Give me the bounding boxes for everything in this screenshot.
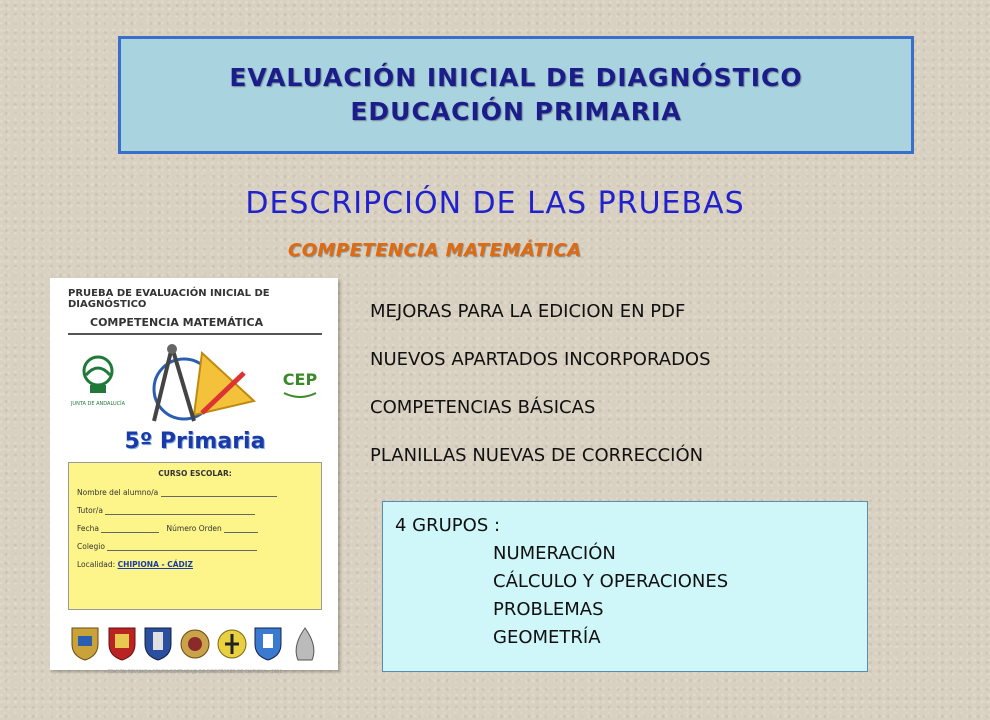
compass-triangle-icon	[132, 343, 262, 427]
form-school-row	[77, 542, 313, 551]
cover-footer-note: EDICIÓN REVISADA GRUPO DE TRABAJO DE DIRECTORES DE CHIPIONA - 2010	[107, 670, 283, 675]
group-item: PROBLEMAS	[493, 599, 604, 620]
form-line	[101, 524, 159, 533]
shield-icon	[180, 626, 210, 662]
form-student-label: Nombre del alumno/a	[77, 488, 159, 497]
form-school-year-label: CURSO ESCOLAR:	[158, 469, 232, 478]
junta-logo-text: JUNTA DE ANDALUCÍA	[70, 401, 126, 407]
cep-logo-icon	[278, 363, 322, 403]
shield-icon	[107, 626, 137, 662]
shield-icon	[143, 626, 173, 662]
page-heading: DESCRIPCIÓN DE LAS PRUEBAS	[245, 186, 745, 221]
group-item: NUMERACIÓN	[493, 543, 616, 564]
cover-title: PRUEBA DE EVALUACIÓN INICIAL DE DIAGNÓSTICO	[68, 288, 270, 310]
junta-andalucia-logo-icon	[68, 349, 128, 419]
cover-subtitle: COMPETENCIA MATEMÁTICA	[90, 316, 264, 329]
group-item: CÁLCULO Y OPERACIONES	[493, 571, 729, 592]
list-item: NUEVOS APARTADOS INCORPORADOS	[370, 349, 711, 370]
list-item: PLANILLAS NUEVAS DE CORRECCIÓN	[370, 445, 704, 466]
shield-icon	[70, 626, 100, 662]
shield-icon	[217, 626, 247, 662]
form-line	[105, 506, 255, 515]
form-school-label: Colegio	[77, 542, 105, 551]
groups-heading: 4 GRUPOS :	[395, 515, 501, 536]
list-item: MEJORAS PARA LA EDICION EN PDF	[370, 301, 686, 322]
form-line	[107, 542, 257, 551]
cover-grade: 5º Primaria	[124, 429, 266, 454]
cover-divider	[68, 333, 322, 335]
cover-shields	[68, 626, 322, 662]
shield-icon	[253, 626, 283, 662]
cover-form	[68, 462, 322, 610]
page-subheading: COMPETENCIA MATEMÁTICA	[288, 240, 582, 261]
form-line	[161, 488, 277, 497]
title-line-1: EVALUACIÓN INICIAL DE DIAGNÓSTICO	[229, 63, 803, 92]
form-order-label: Número Orden	[166, 524, 222, 533]
form-tutor-label: Tutor/a	[77, 506, 103, 515]
improvements-list	[370, 294, 711, 486]
form-locality-row	[77, 560, 313, 569]
group-item: GEOMETRÍA	[493, 627, 601, 648]
shield-icon	[290, 626, 320, 662]
form-line	[224, 524, 258, 533]
cep-logo-text: CEP	[282, 370, 318, 389]
title-box	[118, 36, 914, 154]
form-locality-value: CHIPIONA - CÁDIZ	[117, 560, 193, 569]
form-locality-label: Localidad:	[77, 560, 116, 569]
form-student-row	[77, 488, 313, 497]
list-item: COMPETENCIAS BÁSICAS	[370, 397, 596, 418]
groups-box	[382, 501, 868, 672]
form-date-label: Fecha	[77, 524, 99, 533]
document-cover-image	[50, 278, 338, 675]
title-line-2: EDUCACIÓN PRIMARIA	[350, 97, 682, 126]
cover-logos	[68, 343, 322, 427]
form-date-row	[77, 524, 313, 533]
form-tutor-row	[77, 506, 313, 515]
